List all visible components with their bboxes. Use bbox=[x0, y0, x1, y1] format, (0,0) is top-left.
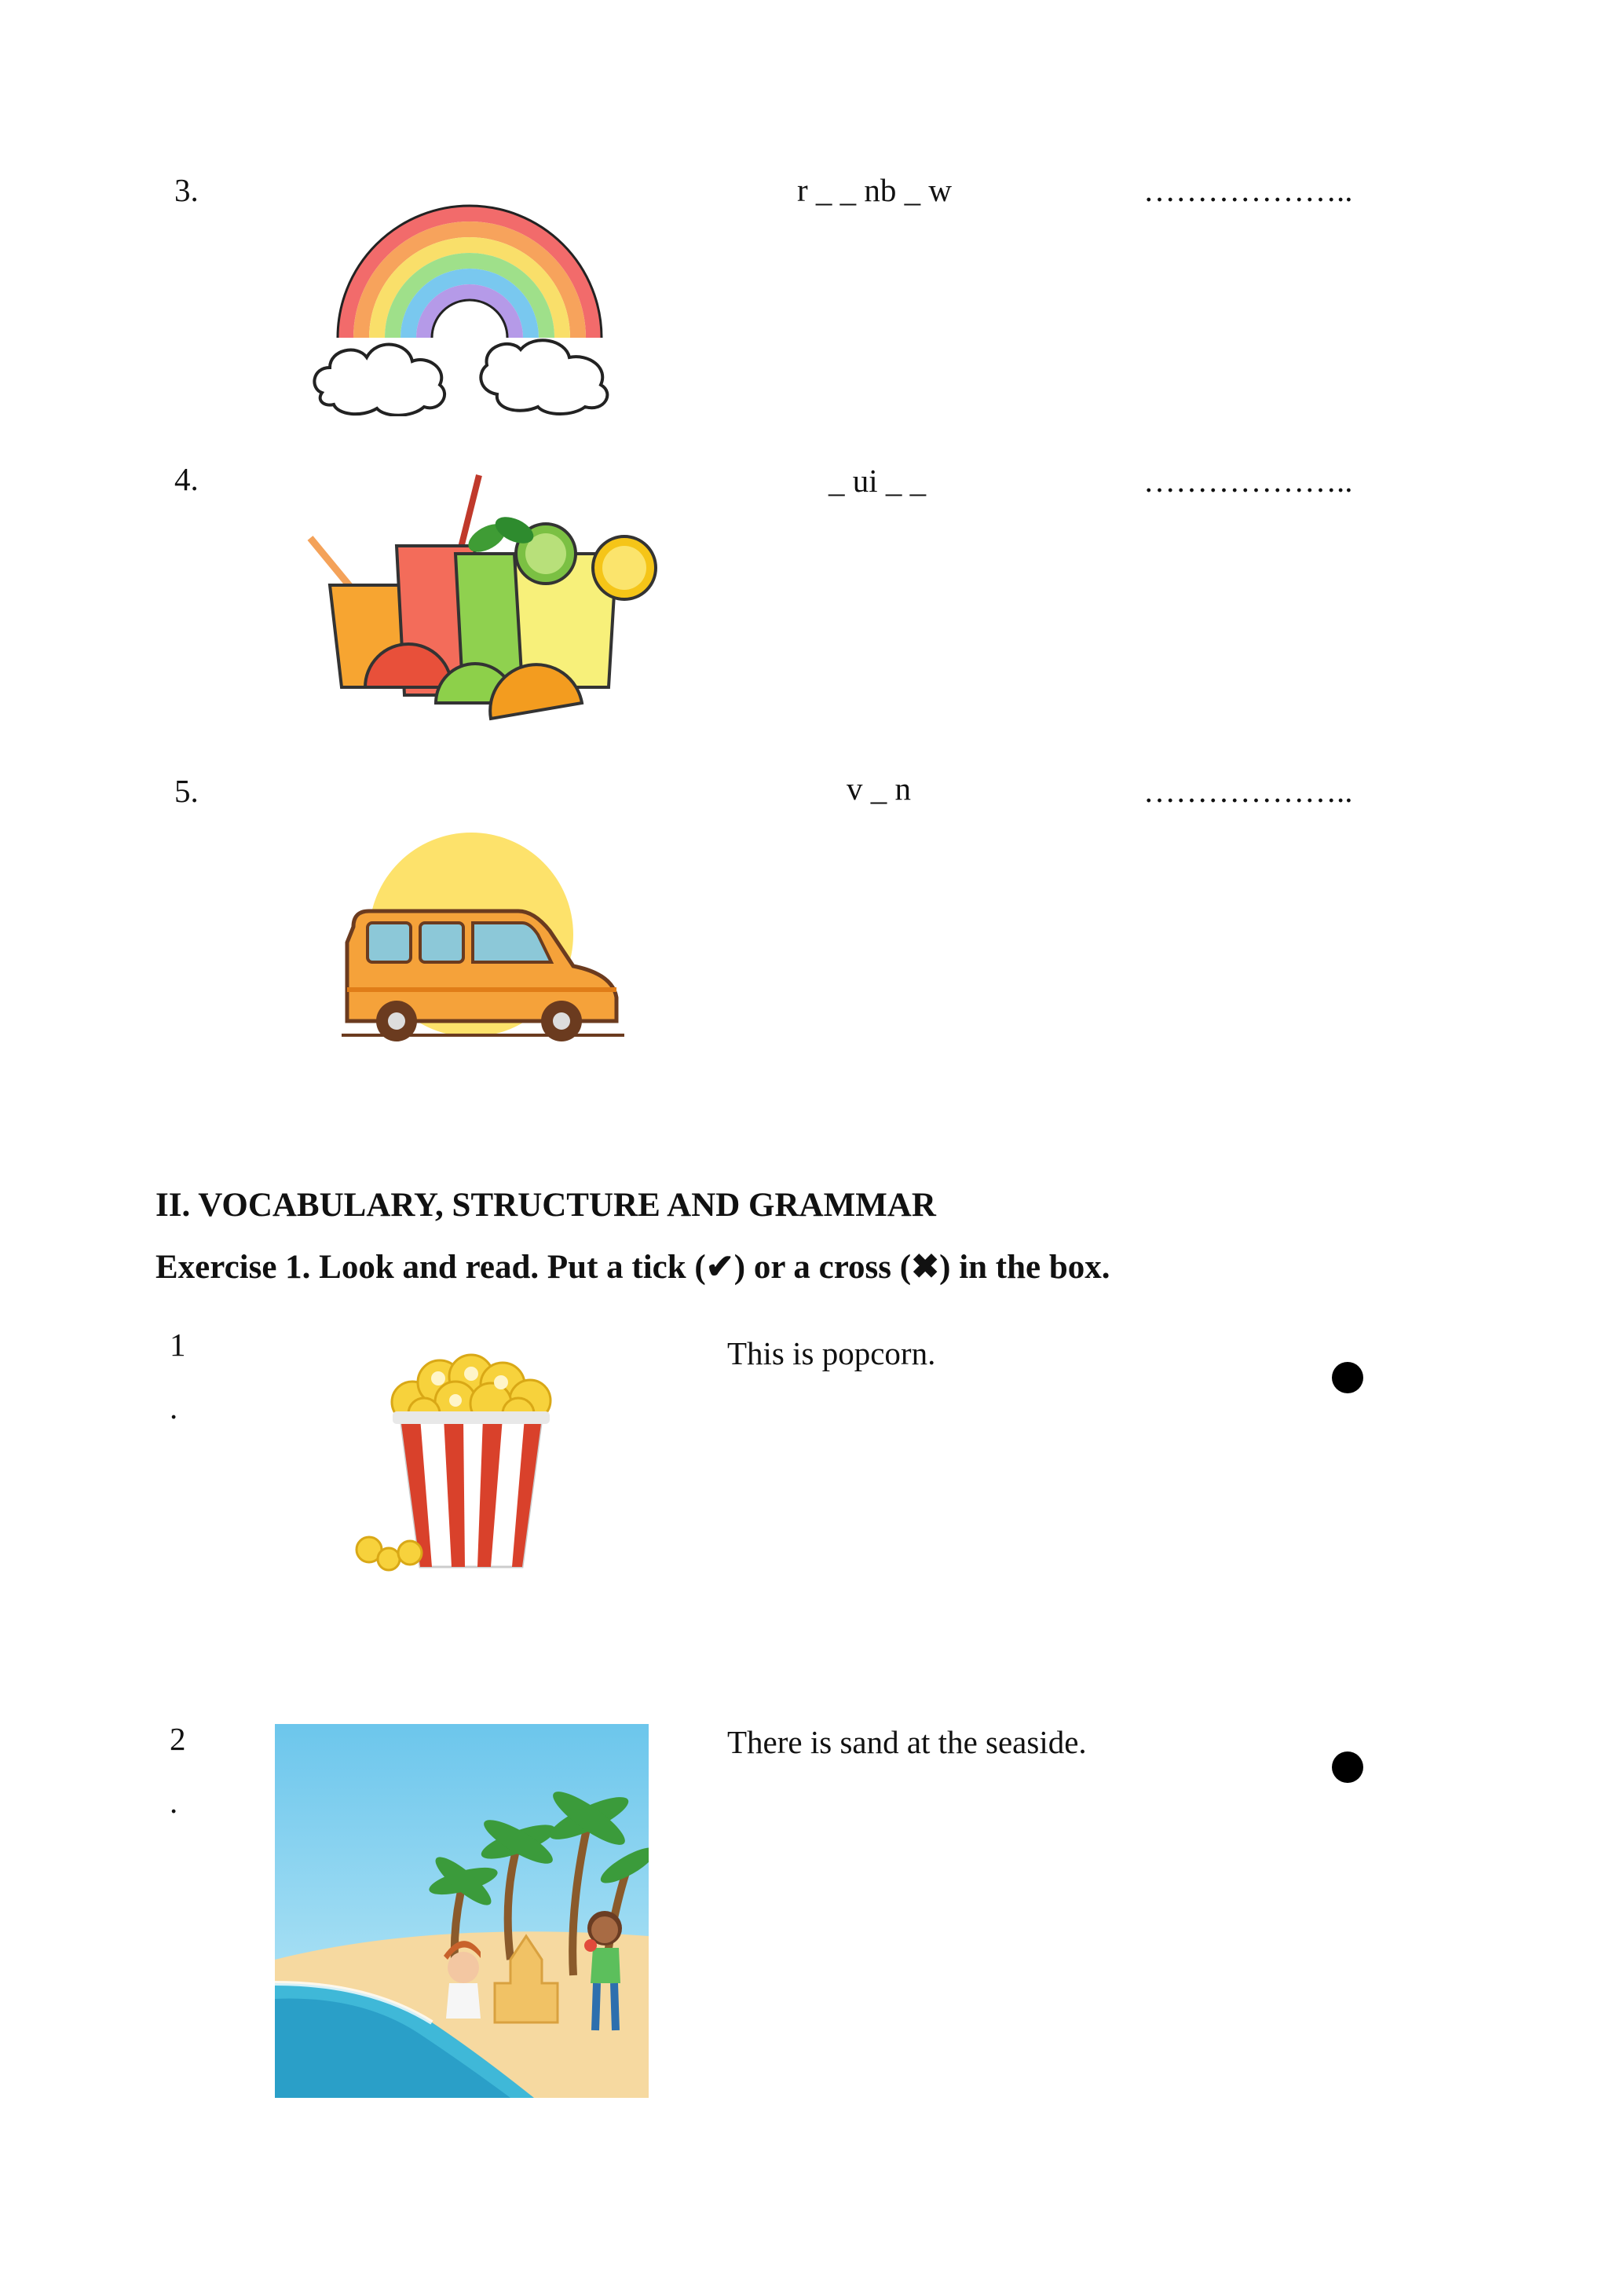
cross-icon: ✖ bbox=[911, 1249, 940, 1286]
answer-blank[interactable]: ……………….. bbox=[1143, 463, 1353, 499]
beach-scene bbox=[275, 1724, 649, 2098]
item-number: 3. bbox=[174, 172, 199, 208]
item-number: 2 bbox=[170, 1721, 186, 1757]
sentence: This is popcorn. bbox=[727, 1335, 936, 1371]
scrambled-word: _ ui _ _ bbox=[828, 463, 927, 499]
item-number: 4. bbox=[174, 461, 199, 497]
item-number-dot: . bbox=[170, 1389, 178, 1426]
exercise-instruction bbox=[155, 1247, 1110, 1287]
instruction-middle: ) or a cross ( bbox=[733, 1249, 912, 1286]
answer-blank[interactable]: ……………….. bbox=[1143, 773, 1353, 809]
juice-icon bbox=[279, 467, 671, 734]
scrambled-word: r _ _ nb _ w bbox=[797, 172, 953, 208]
item-number: 5. bbox=[174, 773, 199, 809]
popcorn-icon bbox=[346, 1339, 581, 1575]
van-icon bbox=[338, 833, 628, 1049]
section-title: II. VOCABULARY, STRUCTURE AND GRAMMAR bbox=[155, 1187, 936, 1224]
instruction-prefix: Exercise 1. Look and read. Put a tick ( bbox=[155, 1249, 706, 1286]
item-number: 1 bbox=[170, 1327, 186, 1363]
answer-box[interactable] bbox=[1332, 1751, 1363, 1783]
tick-icon: ✔ bbox=[705, 1249, 734, 1286]
answer-blank[interactable]: ……………….. bbox=[1143, 172, 1353, 208]
scrambled-word: v _ n bbox=[847, 770, 911, 807]
answer-box[interactable] bbox=[1332, 1362, 1363, 1393]
rainbow-icon bbox=[310, 189, 628, 416]
instruction-suffix: ) in the box. bbox=[939, 1249, 1110, 1286]
sentence: There is sand at the seaside. bbox=[727, 1724, 1087, 1760]
item-number-dot: . bbox=[170, 1784, 178, 1820]
